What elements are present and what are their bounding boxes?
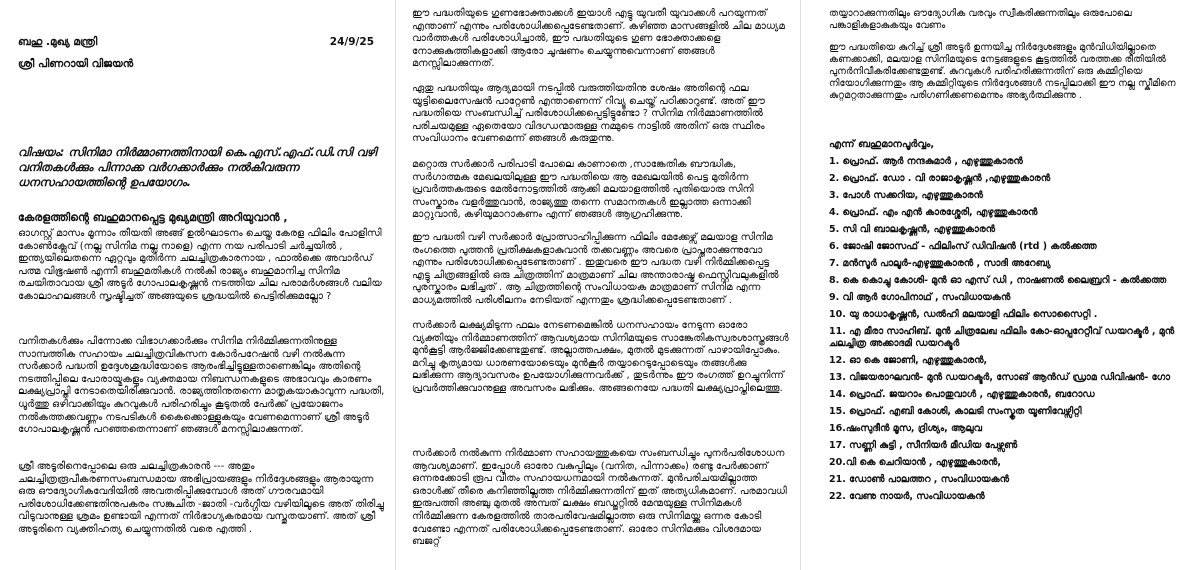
column-2 xyxy=(398,0,801,570)
letter-date: 24/9/25 xyxy=(329,36,374,48)
signatory-item: 21. ഡോൺ പാലത്തറ , സംവിധായകൻ xyxy=(829,474,1010,485)
signatory-item: 6. ജോഷി ജോസഫ് - ഫിലിംസ് ഡിവിഷൻ (rtd ) കൽക്കത്ത xyxy=(829,241,1097,252)
signatory-item: 14. പ്രൊഫ്. ജയറാം പൊതുവാൾ , എഴുത്തുകാരൻ, ബറോഡ xyxy=(829,389,1095,400)
paragraph-11: ഈ പദ്ധതിയെ കുറിച്ച് ശ്രീ അടൂർ ഉന്നയിച്ച നിർദ്ദേശങ്ങളും മുൻവിധിയില്ലാതെ കണക്കാക്കി, മലയാള സിനിമയുടെ നേട്ടങ്ങളുടെ കൂട്ടത്തിൽ വരത്തക്ക രീതിയിൽ പുനർനിവീകരിക്കേണ്ടതുണ്ട്. കുറവുകൾ പരിഹരിക്കുന്നതിന് ഒരു കമ്മിറ്റിയെ നിയോഗിക്കുന്നതും ആ കമ്മിറ്റിയുടെ നിർദ്ദേശങ്ങൾ നടപ്പിലാക്കി ഈ നല്ല സ്കീമിനെ കുറ്റമറ്റതാക്കുന്നതും പരിഗണിക്കണമെന്നും അഭ്യർത്ഥിക്കുന്നു . xyxy=(829,42,1176,101)
subject-line: വിഷയം: സിനിമാ നിർമ്മാണത്തിനായി കെ.എസ്.എഫ്.ഡി.സി വഴി വനിതകൾക്കും പിന്നാക്ക വർഗക്കാർക്കും നൽകിവരുന്ന ധനസഹായത്തിന്റെ ഉപയോഗം. xyxy=(18,145,377,189)
signatory-item: 3. പോൾ സക്കറിയ, എഴുത്തുകാരൻ xyxy=(829,190,984,201)
paragraph-10: തയ്യാറാക്കുന്നതിലും ഔദ്യോഗിക വരവും സ്വീകരിക്കുന്നതിലും ഒരുപോലെ പങ്കാളികളാകുകയും വേണം xyxy=(829,8,1132,31)
signatory-item: 8. കെ കൊച്ചു കോശി- മുൻ ഓ എസ് ഡി , നാഷണൽ ലൈബ്രറി - കൽക്കത്ത xyxy=(829,275,1167,286)
recipient-title: ബഹു .മുഖ്യ മന്ത്രി xyxy=(18,36,98,48)
signatory-item: 1. പ്രൊഫ്. ആർ നന്ദകുമാർ , എഴുത്തുകാരൻ xyxy=(829,156,1023,167)
paragraph-8: സർക്കാർ ലക്ഷ്യമിടുന്ന ഫലം നേടണമെങ്കിൽ ധനസഹായം നേടുന്ന ഓരോ വ്യക്തിയും നിർമ്മാണത്തിന് ആവശ്യമായ സിനിമയുടെ സാങ്കേതികസ്വരശാസ്ത്രങ്ങൾ മുൻകൂട്ടി ആർജ്ജിക്കേണ്ടതുണ്ട്. അല്ലാത്തപക്ഷം, മുതൽ മുടക്കുന്നത് പാഴായിപ്പോകും. മറിച്ചു കൃത്യമായ ധാരണയോടെയും മുൻകൂർ തയ്യാറെടുപ്പോടെയും തങ്ങൾക്കു ലഭിക്കുന്ന ആദ്യാവസരം ഉപയോഗിക്കുന്നവർക്ക് , തുടർന്നും ഈ രംഗത്ത് ഉറച്ചുനിന്ന് പ്രവർത്തിക്കുവാനുള്ള അവസരം ലഭിക്കും. അങ്ങനെയേ പദ്ധതി ലക്ഷ്യപ്രാപ്തിലെത്തൂ. xyxy=(412,320,789,394)
signatory-item: 11. എ മീരാ സാഹിബ്. മുൻ ചിത്രലേഖ ഫിലിം കോ-ഓപ്പറേറ്റീവ് ഡയറക്ടർ , മുൻ ചലച്ചിത്ര അക്കാദമി ഡയറക്ടർ xyxy=(829,326,1175,349)
signatories-list xyxy=(829,156,1191,508)
recipient-name: ശ്രീ പിണറായി വിജയൻ xyxy=(18,58,134,70)
paragraph-2: വനിതകൾക്കും പിന്നോക്ക വിഭാഗക്കാർക്കും സിനിമ നിർമ്മിക്കുന്നതിനുള്ള സാമ്പത്തിക സഹായം ചലച്ചിത്രവികസന കോർപറേഷൻ വഴി നൽകുന്ന സർക്കാർ പദ്ധതി ഉദ്ദേശശുദ്ധിയോടെ ആരംഭിച്ചിട്ടുള്ളതാണെങ്കിലും അതിന്റെ നടത്തിപ്പിലെ പോരായ്മകളും വ്യക്തമായ നിബന്ധനകളുടെ അഭാവവും കാരണം ലക്ഷ്യപ്രാപ്തി നേടാതെയിരിക്കുവാൻ. രാജ്യത്തിനുതന്നെ മാതൃകയാകാവുന്ന പദ്ധതി, ധൂർത്തു ഒഴിവാക്കിയും കുറവുകൾ പരിഹരിച്ചും കൂടുതൽ പേർക്ക് പ്രയോജനം നൽകത്തക്കവണ്ണം നടപടികൾ കൈക്കൊള്ളുകയും വേണമെന്നാണ് ശ്രീ അടൂർ ഗോപാലകൃഷ്ണൻ പറഞ്ഞതെന്നാണ് ഞങ്ങൾ മനസ്സിലാക്കുന്നത്. xyxy=(18,336,385,436)
signatory-item: 7. മൻസൂർ പാലൂർ-എഴുത്തുകാരൻ , സാദി അറേബ്യ xyxy=(829,258,1051,269)
signatory-item: 22. വേണു നായർ, സംവിധായകൻ xyxy=(829,491,985,502)
signatory-item: 17. സണ്ണി കുട്ടി , സീനിയർ മീഡിയ പേഴ്സൺ xyxy=(829,440,1018,451)
signatory-item: 10. യു രാധാകൃഷ്ണൻ, ഡൽഹി മലയാളി ഫിലിം സൊസൈറ്റി . xyxy=(829,309,1098,320)
paragraph-5: ഏതു പദ്ധതിയും ആദ്യമായി നടപ്പിൽ വരുത്തിയതിനു ശേഷം അതിന്റെ ഫല യൂട്ടിലൈസേഷൻ പാറ്റേൺ എന്താണെന്ന് റിവ്യൂ ചെയ്ത് പഠിക്കാറുണ്ട്. അത് ഈ പദ്ധതിയെ സംബന്ധിച്ച് പരിശോധിക്കപ്പെട്ടിട്ടുണ്ടോ ? സിനിമ നിർമ്മാണത്തിൽ പരിചയമുള്ള ഏതെയോ വിദഗ്ധന്മാരുള്ള നമ്മുടെ നാട്ടിൽ അതിന് ഒരു സ്ഥിരം സംവിധാനം വേണമെന്ന് ഞങ്ങൾ കരുതുന്നു. xyxy=(412,83,765,145)
signatory-item: 15. പ്രൊഫ്. എബി കോശി, കാലടി സംസ്കൃത യൂണിവേഴ്സിറ്റി xyxy=(829,406,1082,417)
paragraph-6: മറ്റൊരു സർക്കാർ പരിപാടി പോലെ കാണാതെ ,സാങ്കേതിക ബൗദ്ധിക, സർഗാത്മക മേഖലയിലുള്ള ഈ പദ്ധതിയെ ആ മേഖലയിൽ പെട്ട മുതിർന്ന പ്രവർത്തകരുടെ മേൽനോട്ടത്തിൽ ആക്കി മലയാളത്തിൽ പുതിയൊരു സിനി സംസ്കാരം വളർത്തുവാൻ, രാജ്യത്തു തന്നെ സമാനതകൾ ഇല്ലാത്ത ഒന്നാക്കി മാറ്റുവാൻ, കഴിയുമാറാകണം എന്ന് ഞങ്ങൾ ആഗ്രഹിക്കുന്നു. xyxy=(412,159,754,221)
signatory-item: 4. പ്രൊഫ്. എം എൻ കാരശ്ശേരി, എഴുത്തുകാരൻ xyxy=(829,207,1038,218)
signatory-item: 16.ഷംസുദീൻ മൂസ, ദ്രിശ്യം, ആലുവ xyxy=(829,423,982,434)
paragraph-3: ശ്രീ അടൂരിനെപ്പോലെ ഒരു ചലച്ചിത്രകാരൻ --- അതും ചലച്ചിത്രരൂപീകരണസംബന്ധമായ അഭിപ്രായങ്ങളും നിർദ്ദേശങ്ങളും ആരായുന്ന ഒരു ഔദ്യോഗികവേദിയിൽ അവതരിപ്പിക്കുമ്പോൾ അത് ഗൗരവമായി പരിശോധിക്കേണ്ടതിനുപകരം സങ്കുചിത -ജാതി -വർഗ്ഗീയ വഴിയിലൂടെ അത് തിരിച്ചു വിടുവാനുള്ള ശ്രമം ഉണ്ടായി എന്നത് നിർഭാഗ്യകരമായ വസ്തുതയാണ്. അത് ശ്രീ അടൂരിനെ വ്യക്തിഹത്യ ചെയ്യുന്നതിൽ വരെ എത്തി . xyxy=(18,461,384,535)
column-3 xyxy=(803,0,1200,570)
signatory-item: 20.വി കെ ചെറിയാൻ , എഴുത്തുകാരൻ, xyxy=(829,457,1001,468)
signatory-item: 13. വിജയരാഘവൻ- മുൻ ഡയറക്ടർ, സോങ് ആൻഡ് ഡ്രാമ ഡിവിഷൻ- ഗോ xyxy=(829,372,1171,383)
column-1 xyxy=(0,0,396,570)
header-row xyxy=(18,36,374,49)
closing-line: എന്ന് ബഹുമാനപൂർവ്വം, xyxy=(829,139,935,150)
paragraph-7: ഈ പദ്ധതി വഴി സർക്കാർ പ്രോത്സാഹിപ്പിക്കുന്ന ഫിലിം മേക്കേഴ്സ് മലയാള സിനിമ രംഗത്തെ പുത്തൻ പ്രതീക്ഷകളാകുവാൻ തക്കവണ്ണം അവരെ പ്രാപ്തരാക്കുന്നുവോ എന്നും പരിശോധിക്കപ്പെടേണ്ടതാണ് . ഇതുവരെ ഈ പദ്ധത വഴി നിർമ്മിക്കപ്പെട്ട എട്ടു ചിത്രങ്ങളിൽ ഒരു ചിത്രത്തിന് മാത്രമാണ് ചില അന്താരാഷ്ട്ര ഫെസ്റ്റിവലുകളിൽ പുരസ്കാരം ലഭിച്ചത് . ആ ചിത്രത്തിന്റെ സംവിധായക മാത്രമാണ് സിനിമ എന്ന മാധ്യമത്തിൽ പരിശീലനം നേടിയത് എന്നതും ശ്രദ്ധിക്കപ്പെടേണ്ടതാണ് . xyxy=(412,232,779,306)
paragraph-1: ഓഗസ്റ്റ് മാസം മൂന്നാം തീയതി അങ്ങ് ഉൽഘാടനം ചെയ്ത കേരള ഫിലിം പോളിസി കോൺക്ലേവ് (നല്ല സിനിമ നല്ല നാളെ) എന്ന നയ പരിപാടി ചർച്ചയിൽ , ഇന്ത്യയിലെതന്നെ ഏറ്റവും മുതിർന്ന ചലച്ചിത്രകാരനായ , ഫാൽക്കെ അവാർഡ് പത്മ വിഭൂഷൺ എന്നീ ബഹുമതികൾ നൽകി രാജ്യം ബഹുമാനിച്ച സിനിമ രചയിതാവായ ശ്രീ അടൂർ ഗോപാലകൃഷ്ണൻ നടത്തിയ ചില പരാമർശങ്ങൾ വലിയ കോലാഹലങ്ങൾ സൃഷ്ടിച്ചത് അങ്ങയുടെ ശ്രദ്ധയിൽ പെട്ടിരിക്കുമല്ലോ ? xyxy=(18,228,382,302)
paragraph-4: ഈ പദ്ധതിയുടെ ഗുണഭോക്താക്കൾ ഇയാൾ എട്ടു യുവതീ യുവാക്കൾ പറയുന്നത് എന്താണ് എന്നും പരിശോധിക്കപ്പെടേണ്ടതാണ്. കഴിഞ്ഞ മാസങ്ങളിൽ ചില മാധ്യമ വാർത്തകൾ പരിശോധിച്ചാൽ, ഈ പദ്ധതിയുടെ ഗുണ ഭോക്താക്കളെ നോക്കുകുത്തികളാക്കി ആരോ ചൂഷണം ചെയ്യുന്നുവെന്നാണ് ഞങ്ങൾ മനസ്സിലാക്കുന്നത്. xyxy=(412,8,785,70)
salutation: കേരളത്തിന്റെ ബഹുമാനപ്പെട്ട മുഖ്യമന്ത്രി അറിയുവാൻ , xyxy=(18,211,288,224)
paragraph-9: സർക്കാർ നൽകുന്ന നിർമ്മാണ സഹായത്തുകയെ സംബന്ധിച്ചും പുനർപരിശോധന ആവശ്യമാണ്. ഇപ്പോൾ ഓരോ വകുപ്പിലും (വനിത, പിന്നാക്കം) രണ്ടു പേർക്കാണ് ഒന്നരക്കോടി രൂപ വീതം സഹായധനമായി നൽകുന്നത്. മുൻപരിചയമില്ലാത്ത ഒരാൾക്ക് തീരെ കനിഞ്ഞില്ലത്ത നിർമ്മിക്കുന്നതിന് ഇത് അത്യധികമാണ്. പരമാവധി ഇരുപത്തി അഞ്ചു മുതൽ അമ്പത് ലക്ഷം ബഡ്ജറ്റിൽ മേന്മയുള്ള സിനിമകൾ നിർമ്മിക്കുന്ന കേരളത്തിൽ താരപരിവേഷമില്ലാത്ത ഒരു സിനിമയ്ക്കു ഒന്നര കോടി വേണ്ടോ എന്നത് പരിശോധിക്കപ്പെടേണ്ടതാണ്. ഓരോ സിനിമക്കും വിശദമായ ബജറ്റ് xyxy=(412,448,787,548)
signatory-item: 12. ഓ കെ ജോണി, എഴുത്തുകാരൻ, xyxy=(829,355,988,366)
signatory-item: 9. വി ആർ ഗോപിനാഥ് , സംവിധായകൻ xyxy=(829,292,1011,303)
signatory-item: 2. പ്രൊഫ്. ഡോ . വി രാജാകൃഷ്ണൻ ,എഴുത്തുകാരൻ xyxy=(829,173,1051,184)
signatory-item: 5. സി വി ബാലകൃഷ്ണൻ, എഴുത്തുകാരൻ xyxy=(829,224,996,235)
